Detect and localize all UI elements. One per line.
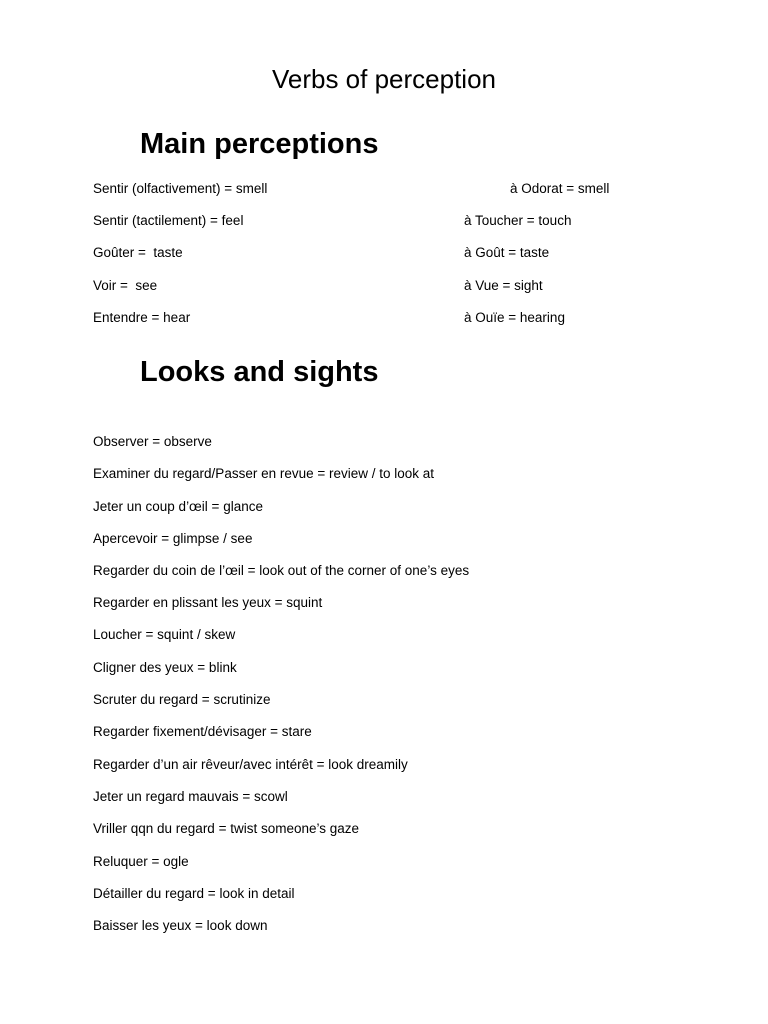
vocab-item: Scruter du regard = scrutinize (93, 692, 271, 707)
vocab-item: Observer = observe (93, 434, 212, 449)
vocab-item: Jeter un regard mauvais = scowl (93, 789, 288, 804)
vocab-item: Regarder fixement/dévisager = stare (93, 724, 312, 739)
vocab-item: Cligner des yeux = blink (93, 660, 237, 675)
vocab-item: Baisser les yeux = look down (93, 918, 268, 933)
vocab-item: Regarder d’un air rêveur/avec intérêt = look dreamily (93, 757, 408, 772)
perception-verb: Goûter = taste (93, 245, 183, 260)
section-heading-main-perceptions: Main perceptions (140, 128, 379, 160)
vocab-item: Détailler du regard = look in detail (93, 886, 295, 901)
perception-verb: Voir = see (93, 278, 158, 293)
section-heading-looks-and-sights: Looks and sights (140, 356, 379, 388)
vocab-item: Apercevoir = glimpse / see (93, 531, 253, 546)
perception-noun: à Goût = taste (464, 245, 550, 260)
vocab-item: Regarder du coin de l’œil = look out of the corner of one’s eyes (93, 563, 470, 578)
vocab-item: Jeter un coup d’œil = glance (93, 499, 263, 514)
perception-verb: Sentir (tactilement) = feel (93, 213, 244, 228)
perception-verb: Entendre = hear (93, 310, 191, 325)
document-title: Verbs of perception (271, 64, 497, 94)
vocab-item: Reluquer = ogle (93, 854, 189, 869)
vocab-item: Loucher = squint / skew (93, 627, 236, 642)
perception-noun: à Toucher = touch (464, 213, 572, 228)
vocab-item: Vriller qqn du regard = twist someone’s gaze (93, 821, 360, 836)
vocab-item: Examiner du regard/Passer en revue = review / to look at (93, 466, 435, 481)
perception-noun: à Odorat = smell (510, 181, 610, 196)
vocab-item: Regarder en plissant les yeux = squint (93, 595, 323, 610)
perception-noun: à Vue = sight (464, 278, 543, 293)
perception-noun: à Ouïe = hearing (464, 310, 565, 325)
perception-verb: Sentir (olfactivement) = smell (93, 181, 268, 196)
